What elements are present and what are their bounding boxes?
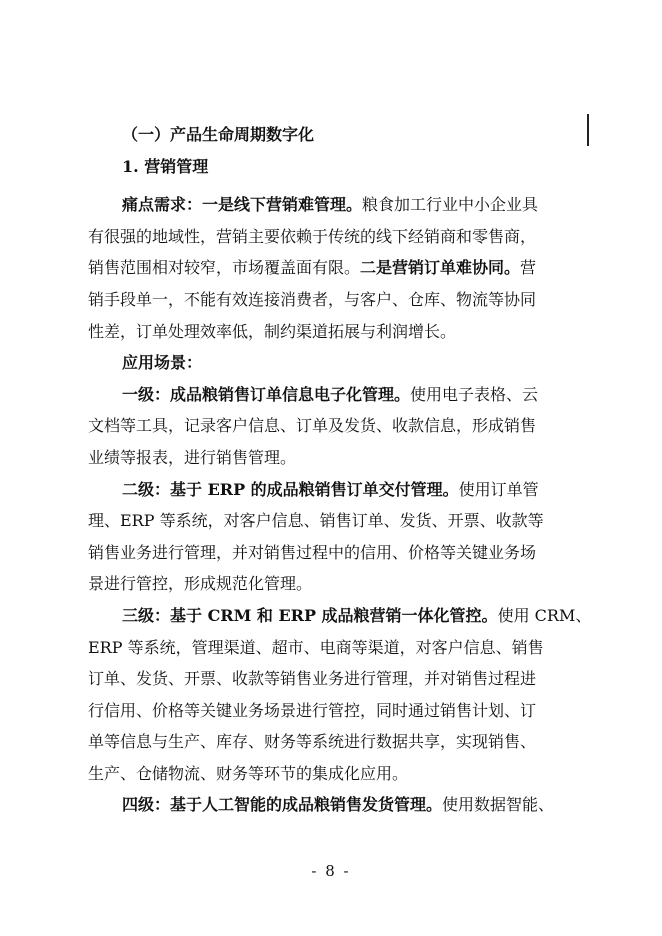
paragraph-line: 理、ERP 等系统，对客户信息、销售订单、发货、开票、收款等 (88, 511, 544, 531)
text-run: 使用电子表格、云 (410, 384, 539, 404)
paragraph-line: 文档等工具，记录客户信息、订单及发货、收款信息，形成销售 (88, 416, 537, 436)
paragraph-line: 销售业务进行管理，并对销售过程中的信用、价格等关键业务场 (88, 542, 537, 562)
level-3-title: 三级：基于 CRM 和 ERP 成品粮营销一体化管控。 (122, 605, 498, 625)
margin-mark (587, 114, 589, 146)
paragraph-line: 行信用、价格等关键业务场景进行管控，同时通过销售计划、订 (88, 700, 537, 720)
scenarios-label: 应用场景： (122, 353, 203, 373)
paragraph-line (88, 474, 578, 506)
text-run: 粮食加工行业中小企业具 (362, 195, 539, 215)
pain-point-2-title: 二是营销订单难协同。 (360, 258, 521, 278)
text-run: 销售范围相对较窄，市场覆盖面有限。 (88, 258, 361, 278)
level-1-title: 一级：成品粮销售订单信息电子化管理。 (122, 384, 411, 404)
text-run: 使用 CRM、 (497, 605, 592, 625)
paragraph-line: 业绩等报表，进行销售管理。 (88, 447, 297, 467)
paragraph-line: 有很强的地域性，营销主要依赖于传统的线下经销商和零售商， (88, 226, 537, 246)
paragraph-line: 销手段单一，不能有效连接消费者，与客户、仓库、物流等协同 (88, 289, 537, 309)
pain-points-label: 痛点需求： (122, 195, 203, 215)
text-run: 使用数据智能、 (442, 795, 555, 815)
level-4-title: 四级：基于人工智能的成品粮销售发货管理。 (122, 795, 443, 815)
paragraph-line: ERP 等系统，管理渠道、超市、电商等渠道，对客户信息、销售 (88, 637, 544, 657)
section-title: （一）产品生命周期数字化 (122, 125, 315, 144)
text-run: 使用订单管 (458, 479, 539, 499)
paragraph-line (88, 600, 592, 632)
subsection-title: 1. 营销管理 (122, 156, 209, 176)
level-2-title: 二级：基于 ERP 的成品粮销售订单交付管理。 (122, 479, 459, 499)
text-run: 营 (520, 258, 537, 278)
paragraph-line: 单等信息与生产、库存、财务等系统进行数据共享，实现销售、 (88, 732, 537, 752)
page-number: - 8 - (311, 862, 351, 880)
paragraph-line (88, 252, 578, 284)
paragraph-line (88, 789, 578, 821)
paragraph-line (88, 379, 578, 411)
paragraph-line (88, 189, 578, 221)
paragraph-line: 性差，订单处理效率低，制约渠道拓展与利润增长。 (88, 321, 457, 341)
paragraph-line: 生产、仓储物流、财务等环节的集成化应用。 (88, 763, 409, 783)
body-text (88, 119, 592, 821)
pain-point-1-title: 一是线下营销难管理。 (202, 195, 363, 215)
paragraph-line: 景进行管控，形成规范化管理。 (88, 574, 313, 594)
paragraph-line: 订单、发货、开票、收款等销售业务进行管理，并对销售过程进 (88, 669, 537, 689)
